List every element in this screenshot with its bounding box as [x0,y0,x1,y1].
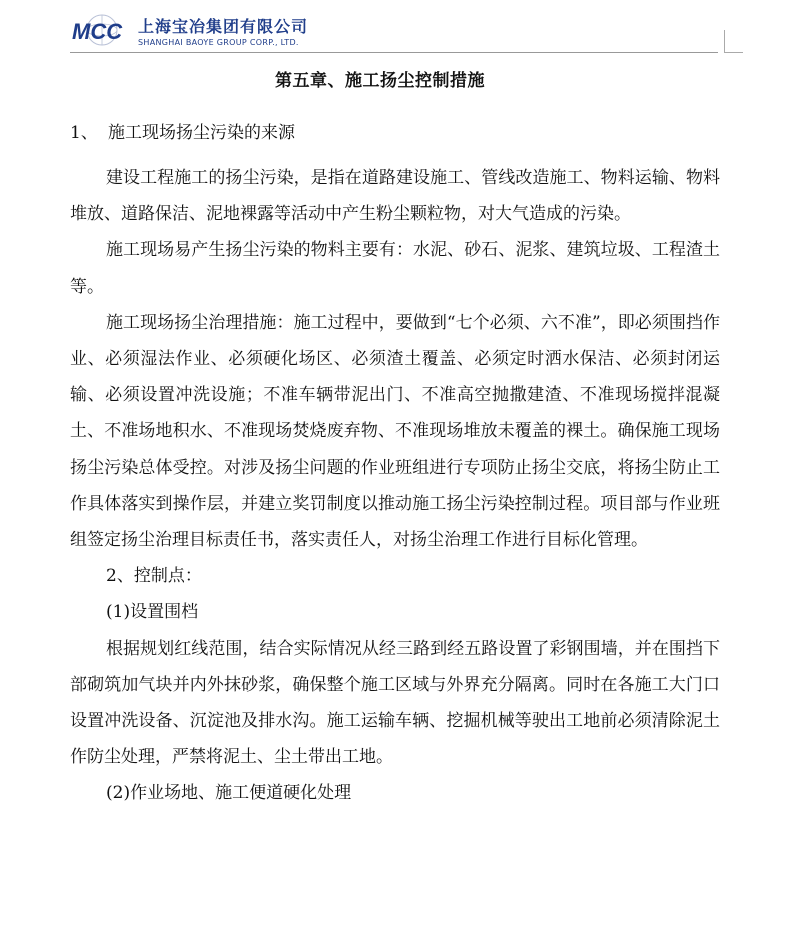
paragraph: 建设工程施工的扬尘污染，是指在道路建设施工、管线改造施工、物料运输、物料堆放、道路保洁、泥地裸露等活动中产生粉尘颗粒物，对大气造成的污染。 [70,168,720,225]
chapter-title-text: 第五章、施工扬尘控制措施 [275,71,485,91]
document-body [70,160,720,812]
corner-crop-mark [724,30,743,53]
header-divider [70,52,718,53]
paragraph: 施工现场扬尘治理措施：施工过程中，要做到“七个必须、六不准”，即必须围挡作业、必须湿法作业、必须硬化场区、必须渣土覆盖、必须定时洒水保洁、必须封闭运输、必须设置冲洗设施；不准车辆带泥出门、不准高空抛撒建渣、不准现场搅拌混凝土、不准场地积水、不准现场焚烧废弃物、不准现场堆放未覆盖的裸土。确保施工现场扬尘污染总体受控。对涉及扬尘问题的作业班组进行专项防止扬尘交底，将扬尘防止工作具体落实到操作层，并建立奖罚制度以推动施工扬尘污染控制过程。项目部与作业班组签定扬尘治理目标责任书，落实责任人，对扬尘治理工作进行目标化管理。 [70,312,720,551]
section-heading-text: 施工现场扬尘污染的来源 [108,123,295,143]
company-name-en: SHANGHAI BAOYE GROUP CORP., LTD. [138,38,299,47]
logo-text: MCC [72,19,123,44]
section-number: 1、 [70,123,98,143]
item-heading-1: (1)设置围档 [106,602,199,623]
paragraph: 施工现场易产生扬尘污染的物料主要有：水泥、砂石、泥浆、建筑垃圾、工程渣土等。 [70,240,720,297]
paragraph: 根据规划红线范围，结合实际情况从经三路到经五路设置了彩钢围墙，并在围挡下部砌筑加气块并内外抹砂浆，确保整个施工区域与外界充分隔离。同时在各施工大门口设置冲洗设备、沉淀池及排水沟。施工运输车辆、挖掘机械等驶出工地前必须清除泥土作防尘处理，严禁将泥土、尘土带出工地。 [70,638,720,768]
company-name-cn: 上海宝冶集团有限公司 [138,17,309,36]
page-header [70,8,730,56]
item-heading-2: (2)作业场地、施工便道硬化处理 [106,783,352,804]
section-heading-1 [70,118,295,143]
mcc-logo-icon [70,12,134,48]
chapter-title [0,66,790,91]
section-heading-2: 2、控制点： [106,566,202,587]
